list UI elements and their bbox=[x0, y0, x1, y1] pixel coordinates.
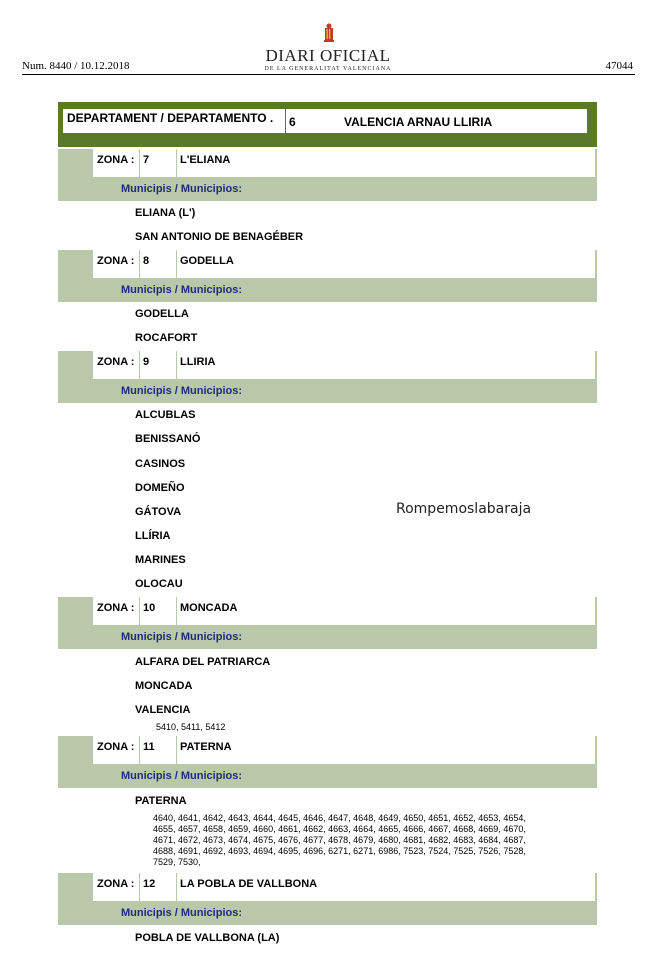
zone-name: LLIRIA bbox=[177, 351, 595, 379]
department-label: DEPARTAMENT / DEPARTAMENTO . bbox=[63, 109, 285, 133]
municipalities-header bbox=[58, 901, 597, 925]
zone-header bbox=[58, 597, 597, 625]
zone-name: MONCADA bbox=[177, 597, 595, 625]
municipalities-label: Municipis / Municipios: bbox=[121, 385, 242, 397]
zone-number: 10 bbox=[139, 597, 177, 625]
municipalities-label: Municipis / Municipios: bbox=[121, 284, 242, 296]
zone-number: 12 bbox=[139, 873, 177, 901]
municipalities-label: Municipis / Municipios: bbox=[121, 907, 242, 919]
zone-header bbox=[58, 250, 597, 278]
postal-codes: 4688, 4691, 4692, 4693, 4694, 4695, 4696, 6271, 6271, 6986, 7523, 7524, 7525, 7526, 7528, bbox=[153, 846, 526, 856]
municipalities-header bbox=[58, 379, 597, 403]
municipalities-label: Municipis / Municipios: bbox=[121, 183, 242, 195]
municipalities-header bbox=[58, 177, 597, 201]
municipality: OLOCAU bbox=[135, 578, 183, 590]
postal-codes: 7529, 7530, bbox=[153, 857, 201, 867]
municipality: MONCADA bbox=[135, 680, 193, 692]
zone-number: 7 bbox=[139, 149, 177, 177]
municipalities-label: Municipis / Municipios: bbox=[121, 770, 242, 782]
postal-codes: 4671, 4672, 4673, 4674, 4675, 4676, 4677, 4678, 4679, 4680, 4681, 4682, 4683, 4684, 4687, bbox=[153, 835, 526, 845]
generalitat-emblem-icon bbox=[322, 22, 336, 49]
department-name: VALENCIA ARNAU LLIRIA bbox=[340, 109, 587, 133]
zone-name: LA POBLA DE VALLBONA bbox=[177, 873, 595, 901]
zone-label: ZONA : bbox=[93, 736, 139, 764]
municipality: ROCAFORT bbox=[135, 332, 198, 344]
zone-name: GODELLA bbox=[177, 250, 595, 278]
gazette-subtitle: DE LA GENERALITAT VALENCIANA bbox=[264, 66, 392, 72]
municipality: ELIANA (L') bbox=[135, 207, 196, 219]
municipality: LLÍRIA bbox=[135, 530, 171, 542]
municipality: GODELLA bbox=[135, 308, 189, 320]
postal-codes: 4655, 4657, 4658, 4659, 4660, 4661, 4662, 4663, 4664, 4665, 4666, 4667, 4668, 4669, 4670, bbox=[153, 824, 526, 834]
municipality: PATERNA bbox=[135, 795, 187, 807]
zone-name: L'ELIANA bbox=[177, 149, 595, 177]
zone-header bbox=[58, 351, 597, 379]
municipalities-header bbox=[58, 764, 597, 788]
zone-label: ZONA : bbox=[93, 351, 139, 379]
zone-number: 9 bbox=[139, 351, 177, 379]
zone-label: ZONA : bbox=[93, 250, 139, 278]
zone-header bbox=[58, 149, 597, 177]
issue-number: Num. 8440 / 10.12.2018 bbox=[22, 60, 130, 72]
municipalities-header bbox=[58, 625, 597, 649]
department-number: 6 bbox=[285, 109, 340, 133]
municipality: VALENCIA bbox=[135, 704, 191, 716]
header-divider bbox=[22, 74, 635, 75]
page-number: 47044 bbox=[605, 60, 633, 72]
department-bar bbox=[58, 102, 597, 147]
zone-label: ZONA : bbox=[93, 597, 139, 625]
zone-header bbox=[58, 873, 597, 901]
municipality: GÁTOVA bbox=[135, 506, 182, 518]
municipality: CASINOS bbox=[135, 458, 186, 470]
watermark: Rompemoslabaraja bbox=[396, 501, 532, 517]
zone-label: ZONA : bbox=[93, 873, 139, 901]
municipality: POBLA DE VALLBONA (LA) bbox=[135, 932, 280, 944]
zone-name: PATERNA bbox=[177, 736, 595, 764]
municipality: MARINES bbox=[135, 554, 186, 566]
postal-codes: 4640, 4641, 4642, 4643, 4644, 4645, 4646, 4647, 4648, 4649, 4650, 4651, 4652, 4653, 4654, bbox=[153, 813, 526, 823]
postal-codes: 5410, 5411, 5412 bbox=[156, 722, 226, 732]
zone-header bbox=[58, 736, 597, 764]
municipality: SAN ANTONIO DE BENAGÉBER bbox=[135, 231, 304, 243]
municipality: ALCUBLAS bbox=[135, 409, 196, 421]
municipality: ALFARA DEL PATRIARCA bbox=[135, 656, 271, 668]
zone-label: ZONA : bbox=[93, 149, 139, 177]
gazette-title: DIARI OFICIAL bbox=[265, 46, 391, 65]
zone-number: 11 bbox=[139, 736, 177, 764]
municipality: BENISSANÓ bbox=[135, 433, 201, 445]
municipalities-label: Municipis / Municipios: bbox=[121, 631, 242, 643]
municipality: DOMEÑO bbox=[135, 482, 185, 494]
zone-number: 8 bbox=[139, 250, 177, 278]
municipalities-header bbox=[58, 278, 597, 302]
